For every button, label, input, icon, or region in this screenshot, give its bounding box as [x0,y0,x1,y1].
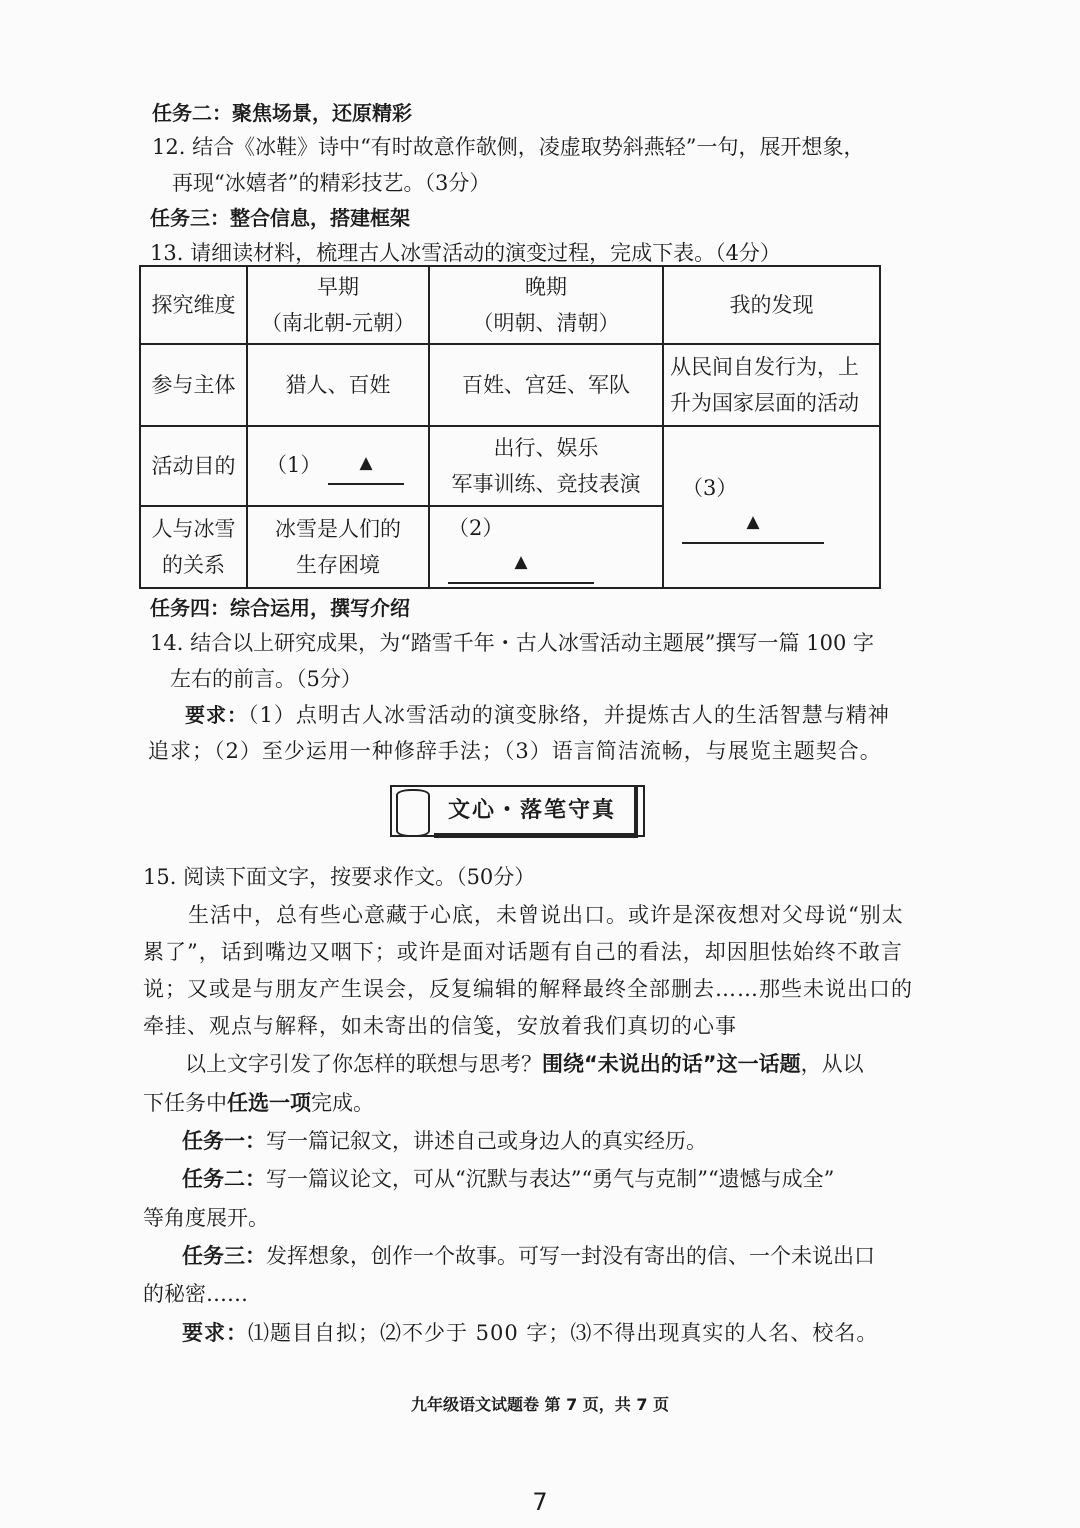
q15-task2-cont: 等角度展开。 [143,1206,269,1230]
header-finding: 我的发现 [663,266,880,344]
q15-requirements: 要求：⑴题目自拟；⑵不少于 500 字；⑶不得出现真实的人名、校名。 [182,1321,879,1345]
header-dimension: 探究维度 [140,266,247,344]
passage-line: 牵挂、观点与解释，如未寄出的信笺，安放着我们真切的心事 [143,1014,737,1038]
q15-task2: 任务二：写一篇议论文，可从“沉默与表达”“勇气与克制”“遗憾与成全” [182,1167,835,1191]
cell-late-relation: （2） ▲ [429,506,663,588]
cell-early-participants: 猎人、百姓 [247,344,429,426]
table-row [140,344,880,426]
q13-prompt: 13. 请细读材料，梳理古人冰雪活动的演变过程，完成下表。（4分） [150,241,781,265]
passage-line: 累了”，话到嘴边又咽下；或许是面对话题有自己的看法，却因胆怯始终不敢言 [143,940,903,964]
q12-line1: 12. 结合《冰鞋》诗中“有时故意作欹侧，凌虚取势斜燕轻”一句，展开想象， [152,135,865,159]
triangle-icon: ▲ [514,552,528,572]
cell-late-purpose: 出行、娱乐 军事训练、竞技表演 [429,426,663,506]
table-header-row [140,266,880,344]
header-late: 晚期 （明朝、清朝） [429,266,663,344]
q15-task3: 任务三：发挥想象，创作一个故事。可写一封没有寄出的信、一个未说出口 [182,1244,875,1268]
row-label-relation: 人与冰雪 的关系 [140,506,247,588]
header-early: 早期 （南北朝-元朝） [247,266,429,344]
passage-line: 生活中，总有些心意藏于心底，未曾说出口。或许是深夜想对父母说“别太 [188,903,904,927]
q15-prompt: 15. 阅读下面文字，按要求作文。（50分） [143,865,536,889]
task4-heading: 任务四：综合运用，撰写介绍 [150,596,410,620]
cell-early-purpose: （1） ▲ [247,426,429,506]
page-number: 7 [532,1488,548,1516]
answer-blank-3[interactable] [682,506,824,544]
row-label-participants: 参与主体 [140,344,247,426]
table-row [140,426,880,506]
triangle-icon: ▲ [746,512,760,532]
q12-line2: 再现“冰嬉者”的精彩技艺。（3分） [172,171,491,195]
row-label-purpose: 活动目的 [140,426,247,506]
answer-blank-2[interactable] [448,546,594,584]
section-banner [390,785,645,839]
cell-finding-participants: 从民间自发行为，上 升为国家层面的活动 [663,344,880,426]
q14-requirements-line1: 要求：（1）点明古人冰雪活动的演变脉络，并提炼古人的生活智慧与精神 [185,703,890,727]
evolution-table [139,265,881,589]
triangle-icon: ▲ [359,453,373,473]
cell-finding-blank: （3） ▲ [663,426,880,588]
answer-blank-1[interactable] [328,447,404,485]
q15-task3-cont: 的秘密…… [143,1282,248,1306]
cell-late-participants: 百姓、宫廷、军队 [429,344,663,426]
q15-instruction-line2: 下任务中任选一项完成。 [143,1091,374,1115]
q15-instruction-line1: 以上文字引发了你怎样的联想与思考？围绕“未说出的话”这一话题，从以 [185,1052,864,1076]
q15-task1: 任务一：写一篇记叙文，讲述自己或身边人的真实经历。 [182,1129,707,1153]
task3-heading: 任务三：整合信息，搭建框架 [150,206,410,230]
q14-line2: 左右的前言。（5分） [170,667,362,691]
q14-requirements-line2: 追求；（2）至少运用一种修辞手法；（3）语言简洁流畅，与展览主题契合。 [148,739,882,763]
cell-early-relation: 冰雪是人们的 生存困境 [247,506,429,588]
banner-title: 文心・落笔守真 [448,797,617,823]
page-footer: 九年级语文试题卷 第 7 页，共 7 页 [410,1395,670,1414]
q14-line1: 14. 结合以上研究成果，为“踏雪千年・古人冰雪活动主题展”撰写一篇 100 字 [150,631,874,655]
passage-line: 说；又或是与朋友产生误会，反复编辑的解释最终全部删去……那些未说出口的 [143,977,913,1001]
scroll-icon [396,789,430,837]
task2-heading: 任务二：聚焦场景，还原精彩 [152,101,412,125]
